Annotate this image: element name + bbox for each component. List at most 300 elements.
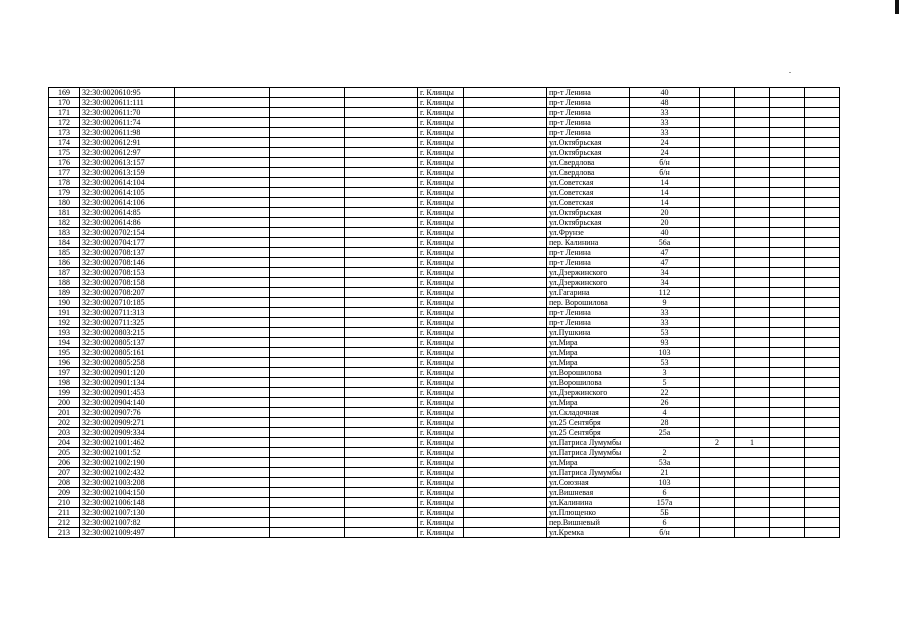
house-number-cell: 103 — [630, 478, 700, 488]
house-number-cell: 22 — [630, 388, 700, 398]
empty-cell — [805, 478, 840, 488]
empty-cell — [770, 348, 805, 358]
table-row — [49, 218, 840, 228]
empty-cell — [270, 128, 345, 138]
street-cell: ул.Ворошилова — [547, 368, 630, 378]
street-cell: пер. Калинина — [547, 238, 630, 248]
empty-cell — [175, 98, 270, 108]
empty-cell — [270, 98, 345, 108]
cadastral-number: 32:30:0021003:208 — [80, 478, 175, 488]
empty-cell — [175, 198, 270, 208]
empty-cell — [464, 88, 547, 98]
empty-cell — [175, 308, 270, 318]
row-number: 199 — [49, 388, 80, 398]
empty-cell — [270, 88, 345, 98]
city-cell: г. Клинцы — [418, 218, 464, 228]
city-cell: г. Клинцы — [418, 118, 464, 128]
empty-cell — [464, 298, 547, 308]
empty-cell — [270, 508, 345, 518]
extra-cell-1 — [700, 388, 735, 398]
house-number-cell — [630, 438, 700, 448]
empty-cell — [270, 158, 345, 168]
cadastral-number: 32:30:0020909:334 — [80, 428, 175, 438]
empty-cell — [464, 508, 547, 518]
house-number-cell: 26 — [630, 398, 700, 408]
row-number: 197 — [49, 368, 80, 378]
extra-cell-1 — [700, 478, 735, 488]
row-number: 205 — [49, 448, 80, 458]
empty-cell — [345, 478, 418, 488]
empty-cell — [175, 328, 270, 338]
empty-cell — [175, 298, 270, 308]
row-number: 172 — [49, 118, 80, 128]
cadastral-number: 32:30:0020614:85 — [80, 208, 175, 218]
empty-cell — [770, 258, 805, 268]
row-number: 175 — [49, 148, 80, 158]
extra-cell-1 — [700, 358, 735, 368]
empty-cell — [805, 348, 840, 358]
street-cell: пр-т Ленина — [547, 128, 630, 138]
empty-cell — [805, 188, 840, 198]
cadastral-number: 32:30:0020708:207 — [80, 288, 175, 298]
row-number: 185 — [49, 248, 80, 258]
empty-cell — [805, 258, 840, 268]
city-cell: г. Клинцы — [418, 238, 464, 248]
empty-cell — [175, 418, 270, 428]
empty-cell — [770, 278, 805, 288]
street-cell: пр-т Ленина — [547, 88, 630, 98]
table-row — [49, 278, 840, 288]
cadastral-number: 32:30:0021009:497 — [80, 528, 175, 538]
empty-cell — [175, 388, 270, 398]
street-cell: ул.Плющенко — [547, 508, 630, 518]
empty-cell — [805, 438, 840, 448]
row-number: 184 — [49, 238, 80, 248]
empty-cell — [345, 488, 418, 498]
house-number-cell: 53 — [630, 328, 700, 338]
empty-cell — [464, 308, 547, 318]
empty-cell — [770, 388, 805, 398]
empty-cell — [770, 328, 805, 338]
row-number: 200 — [49, 398, 80, 408]
empty-cell — [345, 398, 418, 408]
city-cell: г. Клинцы — [418, 388, 464, 398]
city-cell: г. Клинцы — [418, 98, 464, 108]
city-cell: г. Клинцы — [418, 358, 464, 368]
city-cell: г. Клинцы — [418, 128, 464, 138]
empty-cell — [770, 408, 805, 418]
empty-cell — [464, 458, 547, 468]
empty-cell — [464, 498, 547, 508]
empty-cell — [805, 308, 840, 318]
empty-cell — [270, 378, 345, 388]
street-cell: ул.Патриса Лумумбы — [547, 438, 630, 448]
empty-cell — [175, 338, 270, 348]
empty-cell — [770, 128, 805, 138]
city-cell: г. Клинцы — [418, 348, 464, 358]
table-row — [49, 518, 840, 528]
street-cell: пр-т Ленина — [547, 248, 630, 258]
empty-cell — [270, 408, 345, 418]
empty-cell — [175, 178, 270, 188]
table-row — [49, 378, 840, 388]
extra-cell-1 — [700, 188, 735, 198]
extra-cell-2 — [735, 238, 770, 248]
street-cell: ул.Фрунзе — [547, 228, 630, 238]
street-cell: ул.Гагарина — [547, 288, 630, 298]
empty-cell — [175, 238, 270, 248]
house-number-cell: 14 — [630, 198, 700, 208]
empty-cell — [805, 508, 840, 518]
empty-cell — [270, 398, 345, 408]
empty-cell — [770, 398, 805, 408]
table-row — [49, 268, 840, 278]
empty-cell — [175, 188, 270, 198]
row-number: 178 — [49, 178, 80, 188]
empty-cell — [805, 398, 840, 408]
empty-cell — [345, 498, 418, 508]
street-cell: ул.Вишневая — [547, 488, 630, 498]
extra-cell-2 — [735, 118, 770, 128]
cadastral-number: 32:30:0020611:70 — [80, 108, 175, 118]
empty-cell — [345, 88, 418, 98]
empty-cell — [270, 168, 345, 178]
empty-cell — [175, 268, 270, 278]
empty-cell — [805, 338, 840, 348]
empty-cell — [464, 198, 547, 208]
extra-cell-1 — [700, 108, 735, 118]
empty-cell — [175, 228, 270, 238]
extra-cell-2 — [735, 108, 770, 118]
house-number-cell: 33 — [630, 318, 700, 328]
extra-cell-2 — [735, 358, 770, 368]
extra-cell-2 — [735, 408, 770, 418]
cadastral-number: 32:30:0020708:153 — [80, 268, 175, 278]
empty-cell — [175, 368, 270, 378]
row-number: 206 — [49, 458, 80, 468]
extra-cell-1 — [700, 378, 735, 388]
row-number: 176 — [49, 158, 80, 168]
row-number: 170 — [49, 98, 80, 108]
empty-cell — [770, 218, 805, 228]
row-number: 207 — [49, 468, 80, 478]
row-number: 188 — [49, 278, 80, 288]
empty-cell — [270, 428, 345, 438]
empty-cell — [345, 368, 418, 378]
house-number-cell: б/н — [630, 158, 700, 168]
empty-cell — [464, 398, 547, 408]
table-row — [49, 298, 840, 308]
city-cell: г. Клинцы — [418, 418, 464, 428]
table-row — [49, 168, 840, 178]
empty-cell — [464, 218, 547, 228]
empty-cell — [805, 98, 840, 108]
empty-cell — [770, 168, 805, 178]
house-number-cell: 25а — [630, 428, 700, 438]
empty-cell — [805, 378, 840, 388]
city-cell: г. Клинцы — [418, 518, 464, 528]
empty-cell — [770, 358, 805, 368]
empty-cell — [175, 458, 270, 468]
empty-cell — [770, 108, 805, 118]
row-number: 211 — [49, 508, 80, 518]
row-number: 194 — [49, 338, 80, 348]
extra-cell-2 — [735, 278, 770, 288]
table-row — [49, 128, 840, 138]
street-cell: ул.Советская — [547, 178, 630, 188]
cadastral-number: 32:30:0020711:313 — [80, 308, 175, 318]
house-number-cell: 14 — [630, 188, 700, 198]
empty-cell — [464, 478, 547, 488]
empty-cell — [270, 518, 345, 528]
table-row — [49, 318, 840, 328]
empty-cell — [805, 248, 840, 258]
row-number: 190 — [49, 298, 80, 308]
extra-cell-1: 2 — [700, 438, 735, 448]
extra-cell-2 — [735, 398, 770, 408]
extra-cell-2 — [735, 188, 770, 198]
table-row — [49, 368, 840, 378]
cadastral-number: 32:30:0020901:120 — [80, 368, 175, 378]
empty-cell — [805, 138, 840, 148]
empty-cell — [270, 218, 345, 228]
page-edge-mark — [895, 0, 899, 14]
extra-cell-1 — [700, 528, 735, 538]
extra-cell-1 — [700, 158, 735, 168]
empty-cell — [464, 168, 547, 178]
extra-cell-1 — [700, 458, 735, 468]
empty-cell — [270, 208, 345, 218]
empty-cell — [345, 158, 418, 168]
street-cell: пр-т Ленина — [547, 108, 630, 118]
table-row — [49, 108, 840, 118]
street-cell: ул.Дзержинского — [547, 278, 630, 288]
cadastral-number: 32:30:0020805:161 — [80, 348, 175, 358]
extra-cell-1 — [700, 318, 735, 328]
city-cell: г. Клинцы — [418, 258, 464, 268]
row-number: 201 — [49, 408, 80, 418]
extra-cell-1 — [700, 148, 735, 158]
empty-cell — [805, 118, 840, 128]
extra-cell-2 — [735, 378, 770, 388]
street-cell: пер.Вишневый — [547, 518, 630, 528]
city-cell: г. Клинцы — [418, 298, 464, 308]
house-number-cell: 14 — [630, 178, 700, 188]
city-cell: г. Клинцы — [418, 268, 464, 278]
row-number: 196 — [49, 358, 80, 368]
extra-cell-2 — [735, 218, 770, 228]
empty-cell — [345, 168, 418, 178]
empty-cell — [345, 308, 418, 318]
row-number: 202 — [49, 418, 80, 428]
empty-cell — [270, 248, 345, 258]
empty-cell — [270, 448, 345, 458]
empty-cell — [175, 108, 270, 118]
empty-cell — [770, 138, 805, 148]
empty-cell — [464, 208, 547, 218]
empty-cell — [175, 208, 270, 218]
cadastral-number: 32:30:0020901:134 — [80, 378, 175, 388]
empty-cell — [345, 108, 418, 118]
empty-cell — [770, 318, 805, 328]
empty-cell — [345, 338, 418, 348]
table-row — [49, 198, 840, 208]
empty-cell — [805, 198, 840, 208]
empty-cell — [175, 378, 270, 388]
street-cell: ул.Мира — [547, 458, 630, 468]
empty-cell — [270, 288, 345, 298]
table-row — [49, 258, 840, 268]
table-row — [49, 188, 840, 198]
house-number-cell: 5 — [630, 378, 700, 388]
empty-cell — [770, 118, 805, 128]
empty-cell — [805, 128, 840, 138]
empty-cell — [805, 448, 840, 458]
extra-cell-2 — [735, 528, 770, 538]
street-cell: ул.Союзная — [547, 478, 630, 488]
street-cell: ул.Мира — [547, 398, 630, 408]
house-number-cell: 33 — [630, 128, 700, 138]
empty-cell — [175, 138, 270, 148]
empty-cell — [175, 528, 270, 538]
house-number-cell: 9 — [630, 298, 700, 308]
extra-cell-2 — [735, 98, 770, 108]
row-number: 169 — [49, 88, 80, 98]
empty-cell — [345, 148, 418, 158]
extra-cell-1 — [700, 328, 735, 338]
empty-cell — [345, 198, 418, 208]
extra-cell-2 — [735, 138, 770, 148]
empty-cell — [464, 278, 547, 288]
empty-cell — [270, 258, 345, 268]
extra-cell-2 — [735, 148, 770, 158]
extra-cell-1 — [700, 208, 735, 218]
cadastral-number: 32:30:0020611:98 — [80, 128, 175, 138]
city-cell: г. Клинцы — [418, 438, 464, 448]
city-cell: г. Клинцы — [418, 478, 464, 488]
street-cell: пер. Ворошилова — [547, 298, 630, 308]
empty-cell — [345, 268, 418, 278]
cadastral-register-table — [48, 87, 840, 538]
empty-cell — [175, 158, 270, 168]
table-row — [49, 328, 840, 338]
cadastral-number: 32:30:0020708:137 — [80, 248, 175, 258]
table-row — [49, 208, 840, 218]
street-cell: ул.25 Сентября — [547, 428, 630, 438]
street-cell: ул.Дзержинского — [547, 388, 630, 398]
row-number: 208 — [49, 478, 80, 488]
empty-cell — [175, 508, 270, 518]
row-number: 193 — [49, 328, 80, 338]
extra-cell-2 — [735, 178, 770, 188]
empty-cell — [770, 148, 805, 158]
cadastral-number: 32:30:0020710:185 — [80, 298, 175, 308]
empty-cell — [805, 288, 840, 298]
row-number: 212 — [49, 518, 80, 528]
table-row — [49, 408, 840, 418]
empty-cell — [175, 358, 270, 368]
empty-cell — [770, 508, 805, 518]
extra-cell-1 — [700, 198, 735, 208]
extra-cell-2 — [735, 288, 770, 298]
empty-cell — [770, 268, 805, 278]
empty-cell — [270, 388, 345, 398]
street-cell: пр-т Ленина — [547, 258, 630, 268]
empty-cell — [464, 408, 547, 418]
extra-cell-1 — [700, 288, 735, 298]
empty-cell — [345, 178, 418, 188]
extra-cell-1 — [700, 508, 735, 518]
empty-cell — [345, 348, 418, 358]
extra-cell-1 — [700, 88, 735, 98]
table-row — [49, 468, 840, 478]
table-row — [49, 358, 840, 368]
city-cell: г. Клинцы — [418, 108, 464, 118]
cadastral-number: 32:30:0020803:215 — [80, 328, 175, 338]
extra-cell-1 — [700, 448, 735, 458]
row-number: 209 — [49, 488, 80, 498]
empty-cell — [175, 248, 270, 258]
empty-cell — [770, 368, 805, 378]
extra-cell-1 — [700, 428, 735, 438]
city-cell: г. Клинцы — [418, 188, 464, 198]
extra-cell-1 — [700, 238, 735, 248]
empty-cell — [805, 278, 840, 288]
empty-cell — [805, 158, 840, 168]
city-cell: г. Клинцы — [418, 138, 464, 148]
extra-cell-1 — [700, 258, 735, 268]
empty-cell — [770, 248, 805, 258]
empty-cell — [270, 268, 345, 278]
street-cell: ул.Пушкина — [547, 328, 630, 338]
empty-cell — [270, 298, 345, 308]
table-row — [49, 118, 840, 128]
table-row — [49, 148, 840, 158]
city-cell: г. Клинцы — [418, 508, 464, 518]
city-cell: г. Клинцы — [418, 398, 464, 408]
street-cell: ул.Октябрьская — [547, 208, 630, 218]
cadastral-number: 32:30:0020702:154 — [80, 228, 175, 238]
empty-cell — [770, 308, 805, 318]
street-cell: пр-т Ленина — [547, 308, 630, 318]
empty-cell — [345, 98, 418, 108]
table-row — [49, 138, 840, 148]
cadastral-number: 32:30:0020907:76 — [80, 408, 175, 418]
cadastral-number: 32:30:0020614:104 — [80, 178, 175, 188]
extra-cell-1 — [700, 248, 735, 258]
empty-cell — [175, 448, 270, 458]
empty-cell — [805, 518, 840, 528]
row-number: 179 — [49, 188, 80, 198]
empty-cell — [175, 478, 270, 488]
empty-cell — [345, 418, 418, 428]
street-cell: ул.Дзержинского — [547, 268, 630, 278]
empty-cell — [175, 278, 270, 288]
empty-cell — [464, 108, 547, 118]
city-cell: г. Клинцы — [418, 208, 464, 218]
extra-cell-2 — [735, 498, 770, 508]
empty-cell — [270, 278, 345, 288]
empty-cell — [464, 348, 547, 358]
empty-cell — [175, 88, 270, 98]
empty-cell — [175, 288, 270, 298]
empty-cell — [464, 428, 547, 438]
empty-cell — [270, 498, 345, 508]
house-number-cell: 21 — [630, 468, 700, 478]
empty-cell — [270, 308, 345, 318]
empty-cell — [770, 468, 805, 478]
empty-cell — [464, 388, 547, 398]
